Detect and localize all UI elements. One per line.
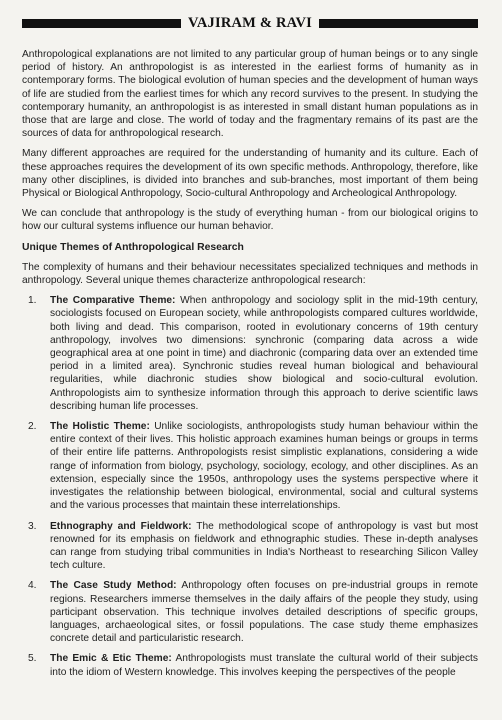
list-item-body: [50, 652, 478, 678]
header-bar-right: [319, 19, 478, 28]
list-item: [22, 520, 478, 573]
list-item: [22, 294, 478, 413]
paragraph: We can conclude that anthropology is the study of everything human - from our biological origins to how our cultural systems influence our human behavior.: [22, 208, 478, 233]
list-item: [22, 652, 478, 678]
list-number: 1.: [28, 295, 37, 307]
list-number: 2.: [28, 421, 37, 433]
list-number: 4.: [28, 580, 37, 592]
header-title: VAJIRAM & RAVI: [188, 14, 312, 31]
list-item-text: Anthropology often focuses on pre-industrial groups in remote regions. Researchers immerse themselves in the daily affairs of the people they study, using participant observation. This technique involves detailed descriptions of specific groups, languages, archaeological sites, or fossil populations. The case study theme emphasizes concrete detail and particularistic research.: [50, 580, 478, 645]
list-item-text: Unlike sociologists, anthropologists study human behaviour within the entire context of their lives. This holistic approach examines human beings or groups in terms of their entire life patterns. Anthropologists resist simplistic explanations, considering a wide range of information from biology, psychology, sociology, ecology, and other disciplines. As an extension, especially since the 1950s, anthropology uses the systems perspective where it investigates the relationship between biological, environmental, social and cultural systems and the various processes that maintain these interrelationships.: [50, 421, 478, 512]
list-item: [22, 579, 478, 645]
list-item-title: The Comparative Theme:: [50, 295, 176, 307]
list-item-body: [50, 520, 478, 573]
paragraph: Many different approaches are required for the understanding of humanity and its culture. Each of these approaches requires the development of its own specific methods. Anthropology, therefore, like many other disciplines, is divided into branches and sub-branches, most important of them being Physical or Biological Anthropology, Socio-cultural Anthropology and Archeological Anthropology.: [22, 148, 478, 200]
document-body: [22, 48, 478, 686]
list-item-title: The Case Study Method:: [50, 580, 177, 592]
list-item-title: Ethnography and Fieldwork:: [50, 520, 192, 532]
themes-list: [22, 294, 478, 678]
paragraph: Anthropological explanations are not limited to any particular group of human beings or to any single period of history. An anthropologist is as interested in the earliest forms of humanity as in contemporary forms. The biological evolution of human species and the development of human ways of life are studied from the earliest times for which any record survives to the present. In studying the contemporary humanity, an anthropologist is as interested in small distant human populations as in those that are large and close. The world of today and the fragmentary remains of its past are the sources of data for anthropological research.: [22, 49, 478, 140]
section-heading: Unique Themes of Anthropological Research: [22, 241, 244, 253]
section-intro: The complexity of humans and their behaviour necessitates specialized techniques and methods in anthropology. Several unique themes characterize anthropological research:: [22, 261, 478, 287]
list-item-title: The Holistic Theme:: [50, 421, 150, 433]
list-item-text: Anthropologists must translate the cultural world of their subjects into the idiom of Western knowledge. This involves keeping the perspectives of the people: [50, 653, 478, 678]
page-header: [22, 14, 478, 32]
list-number: 5.: [28, 653, 37, 665]
list-item: [22, 420, 478, 512]
list-item-body: [50, 579, 478, 645]
list-item-title: The Emic & Etic Theme:: [50, 653, 172, 665]
list-item-text: When anthropology and sociology split in the mid-19th century, sociologists focused on European society, while anthropologists compared cultures worldwide, both living and dead. This comparison, rooted in evolutionary concerns of 19th century anthropology, involves two dimensions: synchronic (comparing data across a wide geographical area at one point in time) and diachronic (comparing data over an extended time period in a limited area). Synchronic studies reveal human biological and behavioural regularities, while diachronic studies show biological and socio-cultural evolution. Anthropologists aim to synthesize information through this approach to derive scientific laws describing human life processes.: [50, 295, 478, 412]
list-item-body: [50, 294, 478, 413]
header-bar-left: [22, 19, 181, 28]
list-item-body: [50, 420, 478, 512]
list-number: 3.: [28, 520, 37, 532]
list-item-text: The methodological scope of anthropology is vast but most renowned for its emphasis on fieldwork and ethnographic studies. These in-depth analyses can range from studying tribal communities in India's Northeast to researching Silicon Valley tech culture.: [50, 520, 478, 572]
